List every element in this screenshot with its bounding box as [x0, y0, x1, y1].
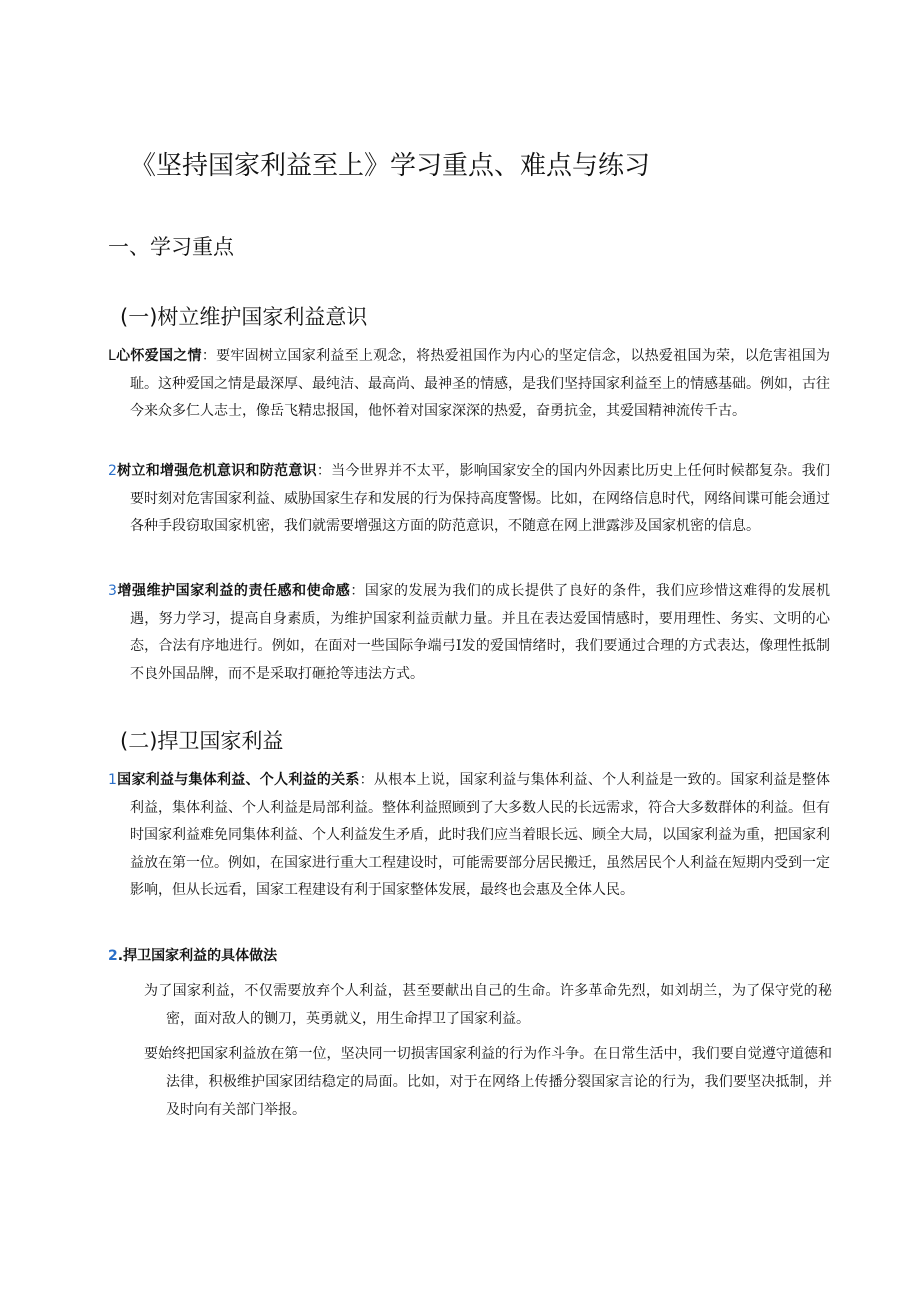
item-lead: 心怀爱国之情: [115, 348, 202, 364]
list-item: [108, 343, 830, 426]
item-lead: 树立和增强危机意识和防范意识: [116, 463, 317, 479]
body-paragraph: 为了国家利益，不仅需要放弃个人利益，甚至要献出自己的生命。许多革命先烈，如刘胡兰，为了保守党的秘密，面对敌人的铡刀，英勇就义，用生命捍卫了国家利益。: [144, 983, 832, 1027]
subsection-heading-awareness: (一)树立维护国家利益意识: [120, 305, 368, 329]
item-number: 2: [108, 463, 117, 479]
subsection-heading-defend: (二)捍卫国家利益: [120, 729, 284, 753]
point-heading: [108, 944, 808, 968]
list-item: [108, 578, 830, 688]
item-number: 3: [108, 583, 117, 599]
item-text: ：国家的发展为我们的成长提供了良好的条件，我们应珍惜这难得的发展机遇，努力学习，提高自身素质，为维护国家利益贡献力量。并且在表达爱国情感时，要用理性、务实、文明的心态，合法有序地进行。例如，在面对一些国际争端弓I发的爱国情绪时，我们要通过合理的方式表达，像理性抵制不良外国品牌，而不是采取打砸抢等违法方式。: [130, 583, 831, 682]
list-item: [108, 458, 830, 541]
document-title: 《坚持国家利益至上》学习重点、难点与练习: [130, 151, 651, 181]
point-label: .捍卫国家利益的具体做法: [117, 948, 278, 964]
item-number: 2: [108, 948, 118, 964]
section-heading-study-focus: 一、学习重点: [108, 235, 234, 259]
item-number: 1: [108, 772, 117, 788]
item-text: ：当今世界并不太平，影响国家安全的国内外因素比历史上任何时候都复杂。我们要时刻对危害国家利益、威胁国家生存和发展的行为保持高度警惕。比如，在网络信息时代，网络间谍可能会通过各种手段窃取国家机密，我们就需要增强这方面的防范意识，不随意在网上泄露涉及国家机密的信息。: [130, 463, 831, 534]
item-text: ：要牢固树立国家利益至上观念，将热爱祖国作为内心的坚定信念，以热爱祖国为荣，以危害祖国为耻。这种爱国之情是最深厚、最纯洁、最高尚、最神圣的情感，是我们坚持国家利益至上的情感基础。例如，古往今来众多仁人志士，像岳飞精忠报国，他怀着对国家深深的热爱，奋勇抗金，其爱国精神流传千古。: [130, 348, 831, 419]
body-paragraph: 要始终把国家利益放在第一位，坚决同一切损害国家利益的行为作斗争。在日常生活中，我们要自觉遵守道德和法律，积极维护国家团结稳定的局面。比如，对于在网络上传播分裂国家言论的行为，我们要坚决抵制，并及时向有关部门举报。: [144, 1046, 832, 1118]
list-item: [108, 767, 830, 905]
item-text: ：从根本上说，国家利益与集体利益、个人利益是一致的。国家利益是整体利益，集体利益、个人利益是局部利益。整体利益照顾到了大多数人民的长远需求，符合大多数群体的利益。但有时国家利益难免同集体利益、个人利益发生矛盾，此时我们应当着眼长远、顾全大局，以国家利益为重，把国家利益放在第一位。例如，在国家进行重大工程建设时，可能需要部分居民搬迁，虽然居民个人利益在短期内受到一定影响，但从长远看，国家工程建设有利于国家整体发展，最终也会惠及全体人民。: [130, 772, 831, 898]
item-number: L: [108, 348, 116, 364]
item-lead: 增强维护国家利益的责任感和使命感: [116, 583, 351, 599]
item-lead: 国家利益与集体利益、个人利益的关系: [116, 772, 360, 788]
